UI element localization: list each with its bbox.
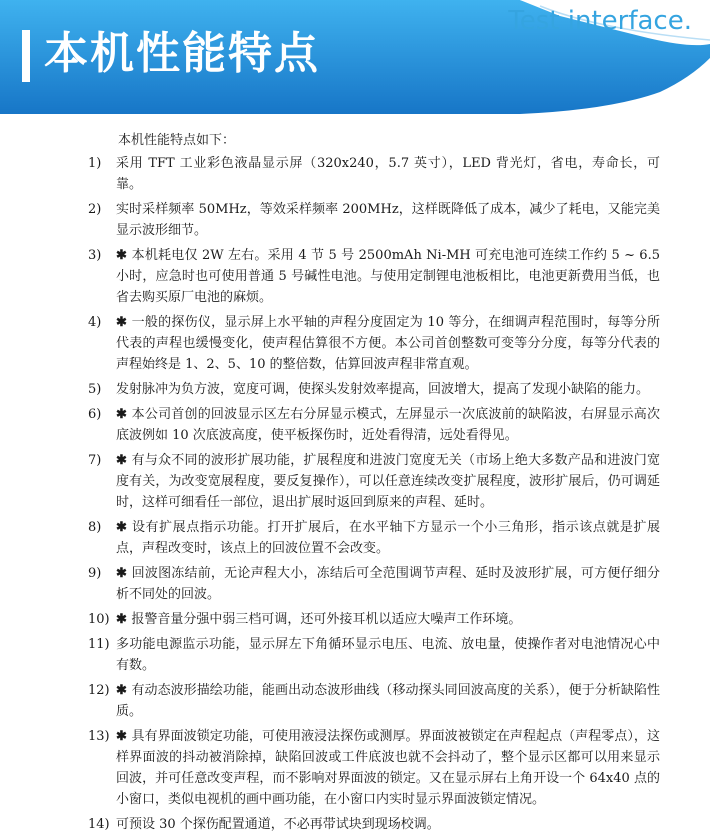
star-marker-icon: ✱ (116, 248, 132, 263)
feature-number: 1) (88, 156, 102, 171)
feature-text: 有动态波形描绘功能，能画出动态波形曲线（移动探头同回波高度的关系），便于分析缺陷性质。 (116, 683, 660, 719)
feature-item (88, 379, 660, 400)
feature-item (88, 450, 660, 513)
feature-text: 本公司首创的回波显示区左右分屏显示模式，左屏显示一次底波前的缺陷波，右屏显示高次底波例如 10 次底波高度，使平板探伤时，近处看得清，远处看得见。 (116, 407, 660, 443)
feature-text: 一般的探伤仪，显示屏上水平轴的声程分度固定为 10 等分，在细调声程范围时，每等分所代表的声程也缓慢变化，使声程估算很不方便。本公司首创整数可变等分分度，每等分代表的声程始终是 1、2、5、10 的整倍数，估算回波声程非常直观。 (116, 315, 661, 372)
page-title: 本机性能特点 (44, 28, 320, 79)
feature-text: 发射脉冲为负方波，宽度可调，使探头发射效率提高，回波增大，提高了发现小缺陷的能力。 (116, 382, 650, 397)
feature-list (88, 130, 660, 839)
star-marker-icon: ✱ (116, 566, 132, 581)
title-accent-bar (22, 30, 30, 82)
feature-number: 2) (88, 202, 102, 217)
feature-number: 4) (88, 315, 102, 330)
feature-number: 9) (88, 566, 102, 581)
feature-item (88, 245, 660, 308)
feature-text: 具有界面波锁定功能，可使用液浸法探伤或测厚。界面波被锁定在声程起点（声程零点），这样界面波的抖动被消除掉，缺陷回波或工件底波也就不会抖动了，整个显示区都可以用来显示回波，并可任意改变声程，而不影响对界面波的锁定。又在显示屏右上角开设一个 64x40 点的小窗口，类似电视机的画中画功能，在小窗口内实时显示界面波锁定情况。 (116, 729, 660, 807)
feature-text: 可预设 30 个探伤配置通道，不必再带试块到现场校调。 (116, 817, 440, 832)
star-marker-icon: ✱ (116, 612, 132, 627)
feature-number: 3) (88, 248, 102, 263)
feature-text: 报警音量分强中弱三档可调，还可外接耳机以适应大噪声工作环境。 (131, 612, 522, 627)
feature-item (88, 312, 661, 375)
feature-item (88, 199, 660, 241)
intro-text: 本机性能特点如下： (118, 133, 236, 148)
feature-text: 设有扩展点指示功能。打开扩展后，在水平轴下方显示一个小三角形，指示该点就是扩展点，声程改变时，该点上的回波位置不会改变。 (116, 520, 660, 556)
feature-item (88, 726, 660, 810)
feature-number: 10) (88, 612, 110, 627)
feature-number: 7) (88, 453, 102, 468)
star-marker-icon: ✱ (116, 407, 132, 422)
feature-number: 12) (88, 683, 110, 698)
feature-item (88, 814, 660, 835)
star-marker-icon: ✱ (116, 520, 132, 535)
star-marker-icon: ✱ (116, 315, 132, 330)
feature-item (88, 517, 660, 559)
feature-number: 8) (88, 520, 102, 535)
feature-item (88, 680, 660, 722)
feature-number: 14) (88, 817, 110, 832)
feature-item (88, 153, 660, 195)
star-marker-icon: ✱ (116, 683, 132, 698)
feature-item (88, 609, 660, 630)
feature-text: 多功能电源监示功能，显示屏左下角循环显示电压、电流、放电量，使操作者对电池情况心中有数。 (116, 637, 660, 673)
feature-text: 实时采样频率 50MHz，等效采样频率 200MHz，这样既降低了成本，减少了耗电，又能完美显示波形细节。 (116, 202, 660, 238)
feature-item (88, 563, 660, 605)
feature-text: 有与众不同的波形扩展功能，扩展程度和进波门宽度无关（市场上绝大多数产品和进波门宽度有关，为改变宽展程度，要反复操作），可以任意连续改变扩展程度，波形扩展后，仍可调延时，这样可细看任一部位，退出扩展时返回到原来的声程、延时。 (116, 453, 660, 510)
feature-item (88, 634, 660, 676)
feature-number: 5) (88, 382, 102, 397)
feature-number: 13) (88, 729, 110, 744)
feature-text: 本机耗电仅 2W 左右。采用 4 节 5 号 2500mAh Ni-MH 可充电池可连续工作约 5 ~ 6.5 小时，应急时也可使用普通 5 号碱性电池。与使用定制锂电池板相比，电池更新费用当低，也省去购买原厂电池的麻烦。 (116, 248, 660, 305)
star-marker-icon: ✱ (116, 729, 132, 744)
feature-number: 6) (88, 407, 102, 422)
banner-subtitle: Test interface. (508, 6, 692, 36)
header-banner (0, 0, 710, 118)
feature-text: 采用 TFT 工业彩色液晶显示屏（320x240，5.7 英寸），LED 背光灯，省电，寿命长，可靠。 (116, 156, 660, 192)
star-marker-icon: ✱ (116, 453, 132, 468)
feature-item (88, 404, 660, 446)
feature-text: 回波图冻结前，无论声程大小，冻结后可全范围调节声程、延时及波形扩展，可方便仔细分析不同处的回波。 (116, 566, 660, 602)
feature-number: 11) (88, 637, 110, 652)
